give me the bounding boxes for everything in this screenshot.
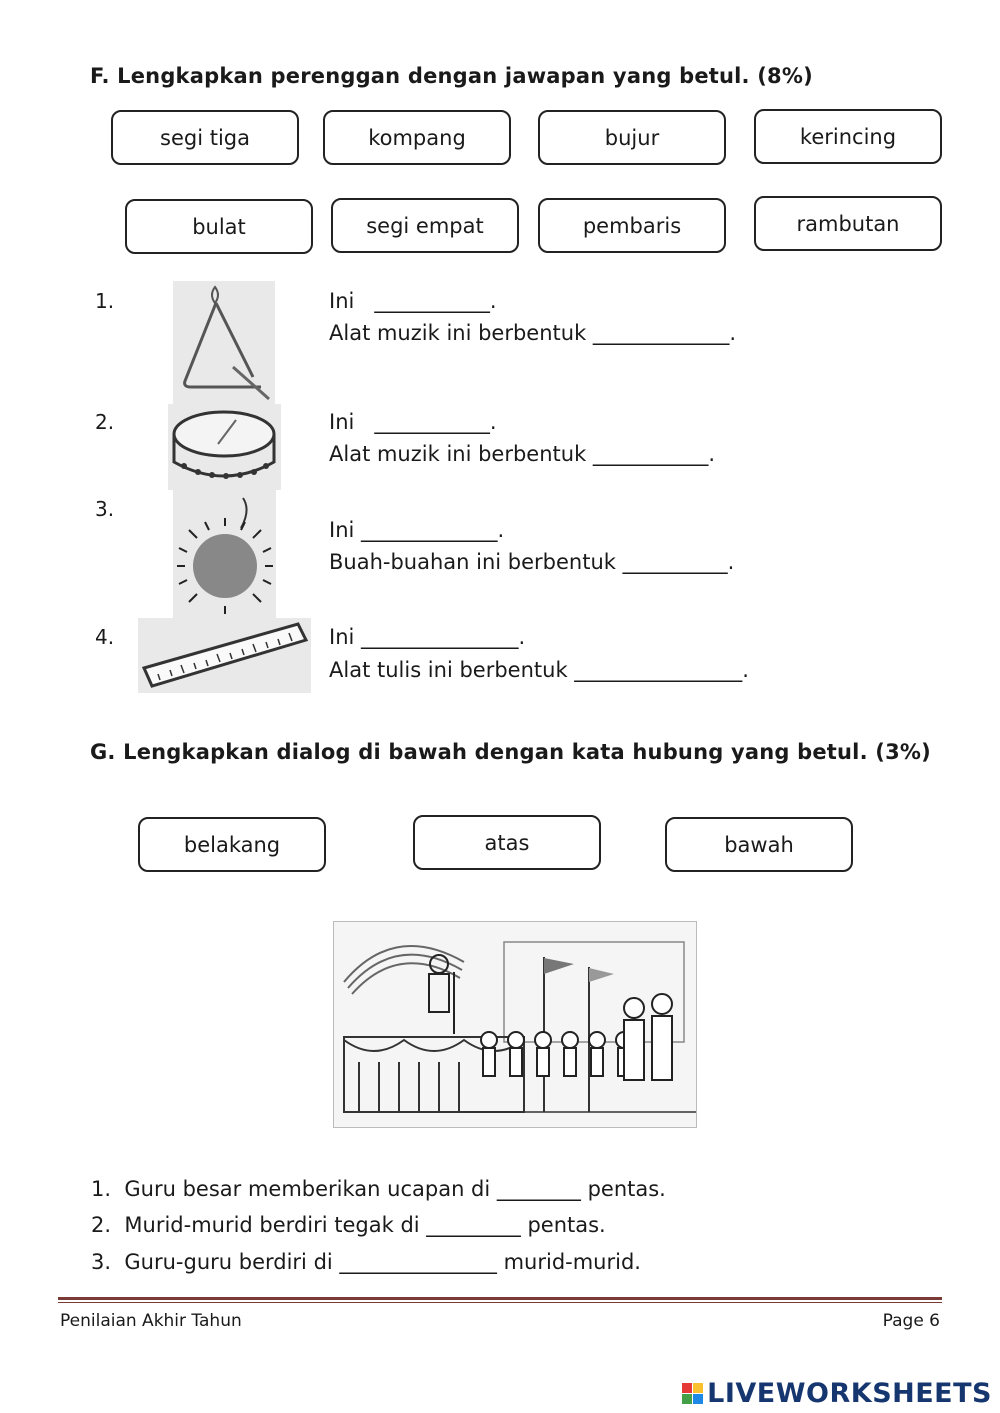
footer-rule [58, 1297, 942, 1300]
q3-line1[interactable]: Ini _____________. [329, 518, 505, 542]
word-option-pembaris[interactable]: pembaris [538, 198, 726, 253]
g-question-2[interactable]: 2. Murid-murid berdiri tegak di _________ pentas. [91, 1213, 606, 1237]
q3-line2[interactable]: Buah-buahan ini berbentuk __________. [329, 550, 735, 574]
word-option-segi-empat[interactable]: segi empat [331, 198, 519, 253]
word-option-atas[interactable]: atas [413, 815, 601, 870]
section-f-heading: F. Lengkapkan perenggan dengan jawapan yang betul. (8%) [90, 64, 813, 88]
rambutan-icon [173, 490, 276, 618]
rambutan-image [173, 490, 276, 618]
triangle-instrument-image [173, 281, 275, 404]
g-question-1[interactable]: 1. Guru besar memberikan ucapan di ________ pentas. [91, 1177, 666, 1201]
g-question-3[interactable]: 3. Guru-guru berdiri di _______________ murid-murid. [91, 1250, 641, 1274]
footer-rule-thin [58, 1302, 942, 1303]
q4-line2[interactable]: Alat tulis ini berbentuk ________________. [329, 658, 749, 682]
liveworksheets-logo[interactable] [682, 1378, 992, 1409]
q1-line2[interactable]: Alat muzik ini berbentuk _____________. [329, 321, 737, 345]
footer-title: Penilaian Akhir Tahun [60, 1311, 242, 1331]
q2-line1[interactable]: Ini ___________. [329, 410, 497, 434]
brand-name: LIVEWORKSHEETS [707, 1378, 992, 1409]
assembly-scene-image [333, 921, 697, 1128]
kompang-image [168, 404, 281, 490]
ruler-image [138, 618, 311, 693]
word-option-bulat[interactable]: bulat [125, 199, 313, 254]
word-option-rambutan[interactable]: rambutan [754, 196, 942, 251]
word-option-bujur[interactable]: bujur [538, 110, 726, 165]
drum-icon [168, 404, 281, 490]
q2-line2[interactable]: Alat muzik ini berbentuk ___________. [329, 442, 716, 466]
triangle-icon [173, 281, 275, 404]
ruler-icon [138, 618, 311, 693]
word-option-segi-tiga[interactable]: segi tiga [111, 110, 299, 165]
question-number: 4. [95, 625, 115, 649]
assembly-scene-icon [334, 922, 696, 1127]
q1-line1[interactable]: Ini ___________. [329, 289, 497, 313]
word-option-kompang[interactable]: kompang [323, 110, 511, 165]
section-g-heading: G. Lengkapkan dialog di bawah dengan kata hubung yang betul. (3%) [90, 740, 931, 764]
question-number: 3. [95, 497, 115, 521]
liveworksheets-logo-icon [682, 1383, 703, 1404]
question-number: 2. [95, 410, 115, 434]
q4-line1[interactable]: Ini _______________. [329, 625, 526, 649]
word-option-bawah[interactable]: bawah [665, 817, 853, 872]
word-option-kerincing[interactable]: kerincing [754, 109, 942, 164]
page-number: Page 6 [882, 1311, 940, 1331]
word-option-belakang[interactable]: belakang [138, 817, 326, 872]
question-number: 1. [95, 289, 115, 313]
